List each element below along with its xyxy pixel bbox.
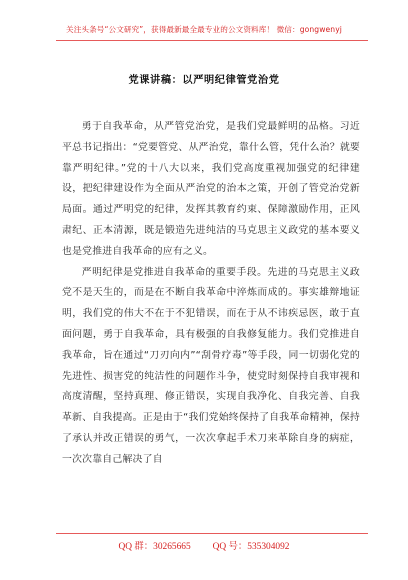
footer-qq-number: QQ 号：535304092 xyxy=(212,542,290,552)
paragraph: 勇于自我革命，从严管党治党，是我们党最鲜明的品格。习近平总书记指出：“党要管党、从严治党，靠什么管，凭什么治？就要靠严明纪律。”党的十八大以来，我们党高度重视加强党的纪律建设，把纪律建设作为全面从严治党的治本之策，开创了管党治党新局面。通过严明党的纪律，发挥其教育约束、保障激励作用，正风肃纪、正本清源，既是锻造先进纯洁的马克思主义政党的基本要义也是党推进自我革命的应有之义。 xyxy=(62,121,360,257)
document-body xyxy=(62,117,360,471)
footer-contact xyxy=(0,538,408,552)
footer-qq-group: QQ 群：30265665 xyxy=(118,542,191,552)
document-title: 党课讲稿：以严明纪律管党治党 xyxy=(128,75,280,86)
header-banner: 关注头条号“公文研究”，获得最新最全最专业的公文资料库！ 微信：gongwenyj xyxy=(66,25,342,34)
footer-divider xyxy=(56,533,368,534)
paragraph: 严明纪律是党推进自我革命的重要手段。先进的马克思主义政党不是天生的，而是在不断自我革命中淬炼而成的。事实雄辩地证明，我们党的伟大不在于不犯错误，而在于从不讳疾忌医，敢于直面问题，勇于自我革命，具有极强的自我修复能力。我们党推进自我革命，旨在通过“刀刃向内”“刮骨疗毒”等手段，同一切弱化党的先进性、损害党的纯洁性的问题作斗争，使党时刻保持自我审视和高度清醒，坚持真理、修正错误，实现自我净化、自我完善、自我革新、自我提高。正是由于“我们党始终保持了自我革命精神，保持了承认并改正错误的勇气，一次次拿起手术刀来革除自身的病症，一次次靠自己解决了自 xyxy=(62,266,360,465)
header-divider xyxy=(56,40,368,41)
